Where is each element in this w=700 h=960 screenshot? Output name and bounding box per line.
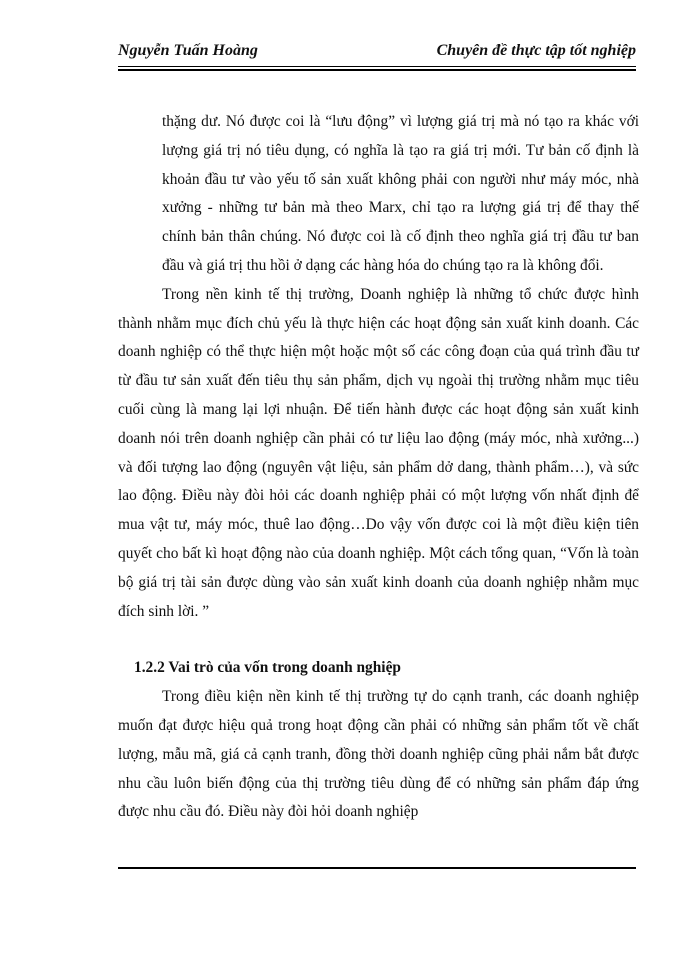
header-author: Nguyễn Tuấn Hoàng	[118, 42, 258, 59]
header-topic: Chuyên đề thực tập tốt nghiệp	[436, 42, 636, 59]
section-gap	[118, 626, 639, 654]
page-header	[118, 40, 636, 64]
header-rule-thin	[118, 66, 636, 67]
section-heading: 1.2.2 Vai trò của vốn trong doanh nghiệp	[134, 659, 401, 677]
paragraph-1: thặng dư. Nó được coi là “lưu động” vì lượng giá trị mà nó tạo ra khác với lượng giá trị nó tiêu dụng, có nghĩa là tạo ra giá trị mới. Tư bản cố định là khoản đầu tư vào yếu tố sản xuất không phải con người như máy móc, nhà xưởng - những tư bản mà theo Marx, chỉ tạo ra lượng giá trị để thay thế chính bản thân chúng. Nó được coi là cố định theo nghĩa giá trị đầu tư ban đầu và giá trị thu hồi ở dạng các hàng hóa do chúng tạo ra là không đổi.	[162, 113, 639, 274]
paragraph-3: Trong điều kiện nền kinh tế thị trường tự do cạnh tranh, các doanh nghiệp muốn đạt được hiệu quả trong hoạt động cần phải có những sản phẩm tốt về chất lượng, mẫu mã, giá cả cạnh tranh, đồng thời doanh nghiệp cũng phải nắm bắt được nhu cầu luôn biến động của thị trường tiêu dùng để có những sản phẩm đáp ứng được nhu cầu đó. Điều này đòi hỏi doanh nghiệp	[118, 688, 639, 821]
footer-rule	[118, 867, 636, 869]
document-body	[118, 108, 639, 827]
paragraph-2: Trong nền kinh tế thị trường, Doanh nghiệp là những tổ chức được hình thành nhằm mục đích chủ yếu là thực hiện các hoạt động sản xuất kinh doanh. Các doanh nghiệp có thể thực hiện một hoặc một số các công đoạn của quá trình đầu tư từ đầu tư sản xuất đến tiêu thụ sản phẩm, dịch vụ ngoài thị trường nhằm mục tiêu cuối cùng là mang lại lợi nhuận. Để tiến hành được các hoạt động sản xuất kinh doanh nói trên doanh nghiệp cần phải có tư liệu lao động (máy móc, nhà xưởng...) và đối tượng lao động (nguyên vật liệu, sản phẩm dở dang, thành phẩm…), và sức lao động. Điều này đòi hỏi các doanh nghiệp phải có một lượng vốn nhất định để mua vật tư, máy móc, thuê lao động…Do vậy vốn được coi là một điều kiện tiên quyết cho bất kì hoạt động nào của doanh nghiệp. Một cách tổng quan, “Vốn là toàn bộ giá trị tài sản được dùng vào sản xuất kinh doanh của doanh nghiệp nhằm mục đích sinh lời. ”	[118, 285, 639, 620]
header-rule-thick	[118, 69, 636, 71]
